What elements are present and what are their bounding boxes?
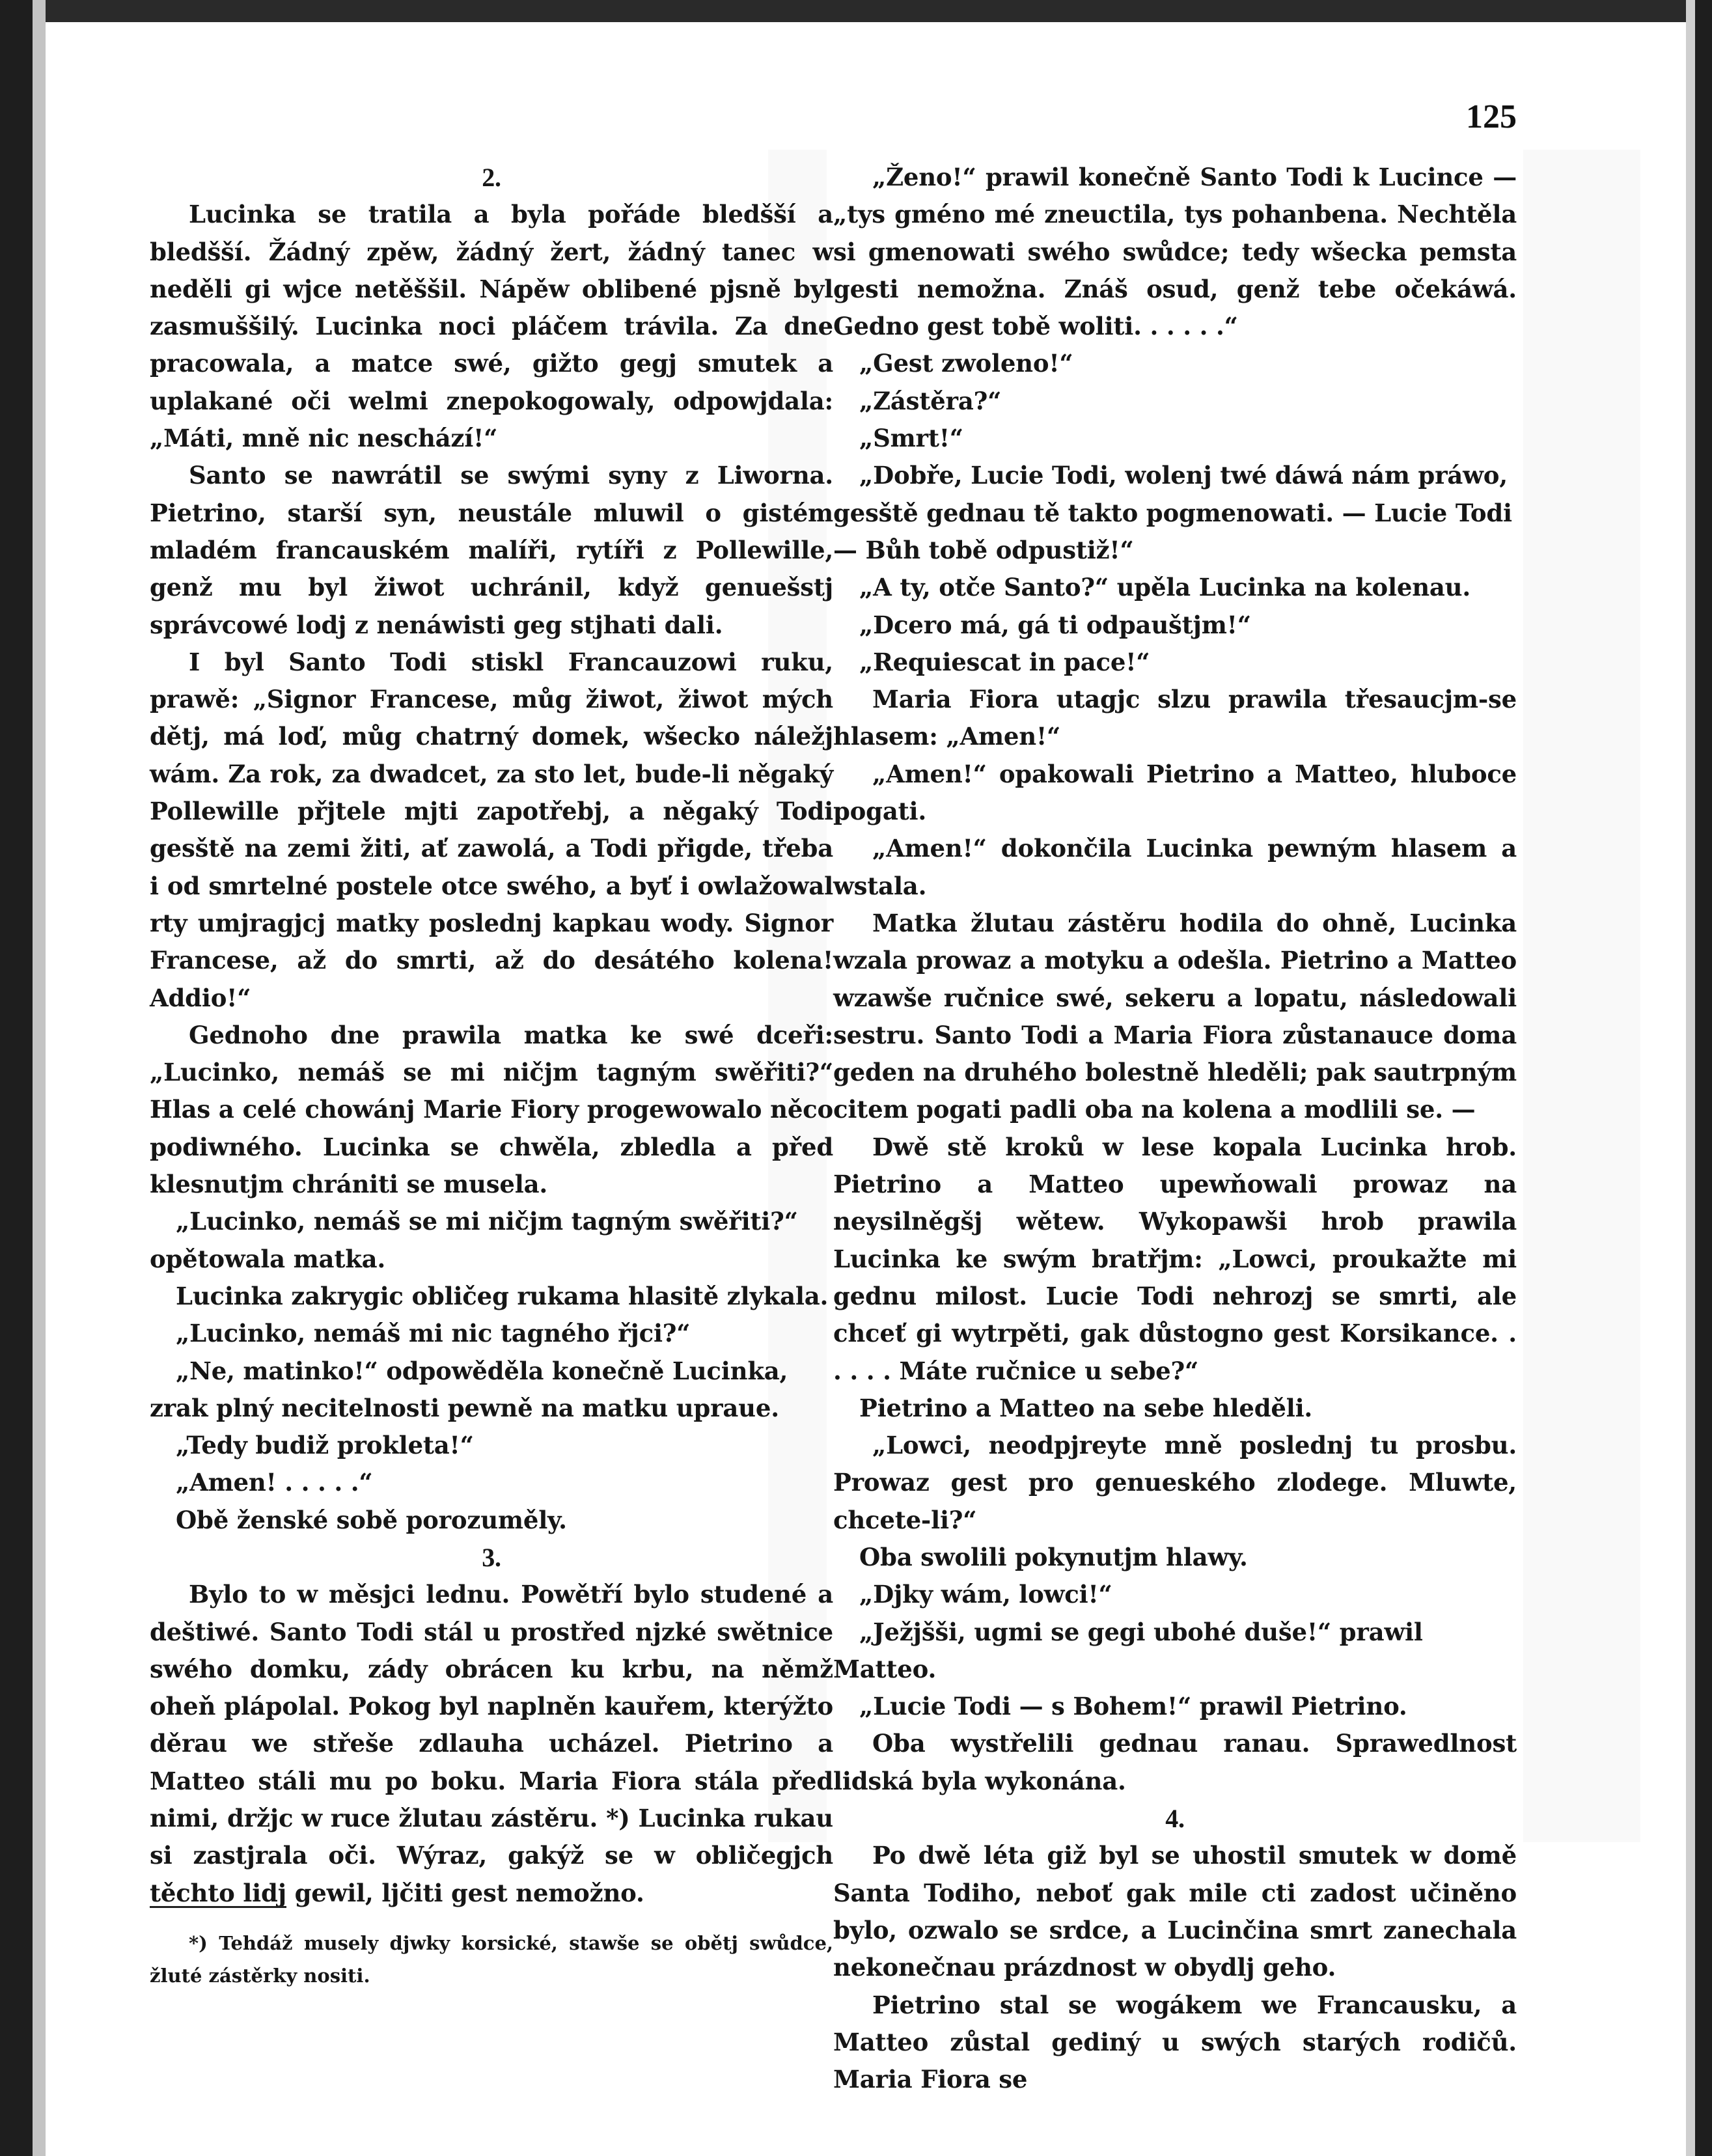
scan-border-right: [1695, 0, 1712, 2156]
right-column: [833, 159, 1517, 2098]
dialogue-line: „Smrt!“: [859, 424, 963, 453]
section-heading-2: 2.: [482, 163, 501, 192]
paragraph: „Amen!“ dokončila Lucinka pewným hlasem a wstala.: [833, 834, 1517, 900]
dialogue-line: „Amen! . . . . .“: [176, 1468, 373, 1497]
scan-gutter-right: [1686, 0, 1695, 2156]
paragraph: Santo se nawrátil se swými syny z Liworna. Pietrino, starší syn, neustále mluwil o gistém mladém francauském malíři, rytíři z Pollewille, genž mu byl žiwot uchránil, když genuešstj správcowé lodj z nenáwisti geg stjhati dali.: [150, 461, 833, 639]
paragraph: „Lowci, neodpjreyte mně poslednj tu prosbu. Prowaz gest pro genueského zlodege. Mluwte, chcete-li?“: [833, 1431, 1517, 1534]
paragraph: I byl Santo Todi stiskl Francauzowi ruku, prawě: „Signor Francese, můg žiwot, žiwot mých dětj, má loď, můg chatrný domek, wšecko náležj wám. Za rok, za dwadcet, za sto let, bude-li něgaký Pollewille přjtele mjti zapotřebj, a něgaký Todi gesště na zemi žiti, ať zawolá, a Todi přigde, třeba i od smrtelné postele otce swého, a byť i owlažowal rty umjragjcj matky poslednj kapkau wody. Signor Francese, až do smrti, až do desátého kolena! Addio!“: [150, 647, 833, 1012]
paragraph: Oba wystřelili gednau ranau. Sprawedlnost lidská byla wykonána.: [833, 1729, 1517, 1795]
dialogue-line: „Dobře, Lucie Todi, wolenj twé dáwá nám práwo, gesště gednau tě takto pogmenowati. — Lucie Todi — Bůh tobě odpustiž!“: [833, 461, 1512, 564]
paragraph: Dwě stě kroků w lese kopala Lucinka hrob. Pietrino a Matteo upewňowali prowaz na neysilněgšj wětew. Wykopawši hrob prawila Lucinka ke swým bratřjm: „Lowci, proukažte mi gednu milost. Lucie Todi nehrozj se smrti, ale chceť gi wytrpěti, gak důstogno gest Korsikance. . . . . . Máte ručnice u sebe?“: [833, 1132, 1517, 1385]
left-column: [150, 159, 833, 1912]
dialogue-paragraph: „Ženo!“ prawil konečně Santo Todi k Lucince — „tys gméno mé zneuctila, tys pohanbena. Nechtěla si gmenowati swého swůdce; tedy wšecka pemsta gesti nemožna. Znáš osud, genž tebe očekáwá. Gedno gest tobě woliti. . . . . .“: [833, 163, 1517, 341]
section-heading-4: 4.: [1165, 1804, 1185, 1834]
footnote: [150, 1927, 833, 1992]
dialogue-line: „Dcero má, gá ti odpauštjm!“: [859, 610, 1251, 639]
scan-border-left: [0, 0, 33, 2156]
paragraph: „Amen!“ opakowali Pietrino a Matteo, hluboce pogati.: [833, 759, 1517, 826]
paragraph: Po dwě léta giž byl se uhostil smutek w domě Santa Todiho, neboť gak mile cti zadost učiněno bylo, ozwalo se srdce, a Lucinčina smrt zanechala nekonečnau prázdnost w obydlj geho.: [833, 1841, 1517, 1982]
dialogue-line: „Lucinko, nemáš se mi ničjm tagným swěřiti?“ opětowala matka.: [150, 1207, 798, 1273]
dialogue-line: Pietrino a Matteo na sebe hleděli.: [859, 1393, 1313, 1422]
paragraph: Pietrino stal se wogákem we Francausku, a Matteo zůstal gediný u swých starých rodičů. Maria Fiora se: [833, 1990, 1517, 2094]
dialogue-line: Lucinka zakrygic obličeg rukama hlasitě zlykala.: [176, 1281, 829, 1310]
dialogue-line: „Ježjšši, ugmi se gegi ubohé duše!“ prawil Matteo.: [833, 1617, 1423, 1683]
dialogue-line: „Tedy budiž prokleta!“: [176, 1431, 474, 1460]
dialogue-line: „Requiescat in pace!“: [859, 647, 1150, 676]
dialogue-line: „Ne, matinko!“ odpowěděla konečně Lucinka, zrak plný necitelnosti pewně na matku upraue.: [150, 1356, 788, 1422]
dialogue-line: „Gest zwoleno!“: [859, 349, 1073, 378]
section-heading-3: 3.: [482, 1542, 501, 1572]
paragraph: Matka žlutau zástěru hodila do ohně, Lucinka wzala prowaz a motyku a odešla. Pietrino a Matteo wzawše ručnice swé, sekeru a lopatu, následowali sestru. Santo Todi a Maria Fiora zůstanauce doma geden na druhého bolestně hleděli; pak sautrpným citem pogati padli oba na kolena a modlili se. —: [833, 908, 1517, 1124]
footnote-rule: [150, 1906, 286, 1908]
bleed-through-area-right: [1523, 150, 1640, 1842]
dialogue-line: Obě ženské sobě porozuměly.: [176, 1505, 567, 1534]
paragraph: Gednoho dne prawila matka ke swé dceři: „Lucinko, nemáš se mi ničjm tagným swěřiti?“ Hlas a celé chowánj Marie Fiory progewowalo něco podiwného. Lucinka se chwěla, zbledla a před klesnutjm chrániti se musela.: [150, 1020, 833, 1199]
dialogue-line: „Lucie Todi — s Bohem!“ prawil Pietrino.: [859, 1692, 1407, 1721]
scan-gutter-left: [33, 0, 46, 2156]
paragraph: Lucinka se tratila a byla pořáde bledšší a bledšší. Žádný zpěw, žádný žert, žádný tanec w neděli gi wjce netěššil. Nápěw oblibené pjsně byl zasmuššilý. Lucinka noci pláčem trávila. Za dne pracowala, a matce swé, gižto gegj smutek a uplakané oči welmi znepokogowaly, odpowjdala: „Máti, mně nic neschází!“: [150, 200, 833, 453]
dialogue-line: Oba swolili pokynutjm hlawy.: [859, 1542, 1248, 1571]
footnote-text: *) Tehdáž musely djwky korsické, stawše se obětj swůdce, žluté zástěrky nositi.: [150, 1932, 833, 1987]
dialogue-line: „Lucinko, nemáš mi nic tagného řjci?“: [176, 1319, 691, 1348]
dialogue-line: „Zástěra?“: [859, 386, 1002, 415]
paragraph: Maria Fiora utagjc slzu prawila třesaucjm-se hlasem: „Amen!“: [833, 685, 1517, 751]
dialogue-line: „Djky wám, lowci!“: [859, 1580, 1112, 1609]
paragraph: Bylo to w měsjci lednu. Powětří bylo studené a deštiwé. Santo Todi stál u prostřed njzké swětnice swého domku, zády obrácen ku krbu, na němž oheň plápolal. Pokog byl naplněn kauřem, kterýžto děrau we střeše zdlauha ucházel. Pietrino a Matteo stáli mu po boku. Maria Fiora stála před nimi, držjc w ruce žlutau zástěru. *) Lucinka rukau si zastjrala oči. Wýraz, gakýž se w obličegjch těchto lidj gewil, ljčiti gest nemožno.: [150, 1580, 833, 1907]
dialogue-line: „A ty, otče Santo?“ upěla Lucinka na kolenau.: [859, 573, 1471, 602]
scan-border-top: [0, 0, 1712, 22]
page-number: 125: [1466, 98, 1517, 135]
